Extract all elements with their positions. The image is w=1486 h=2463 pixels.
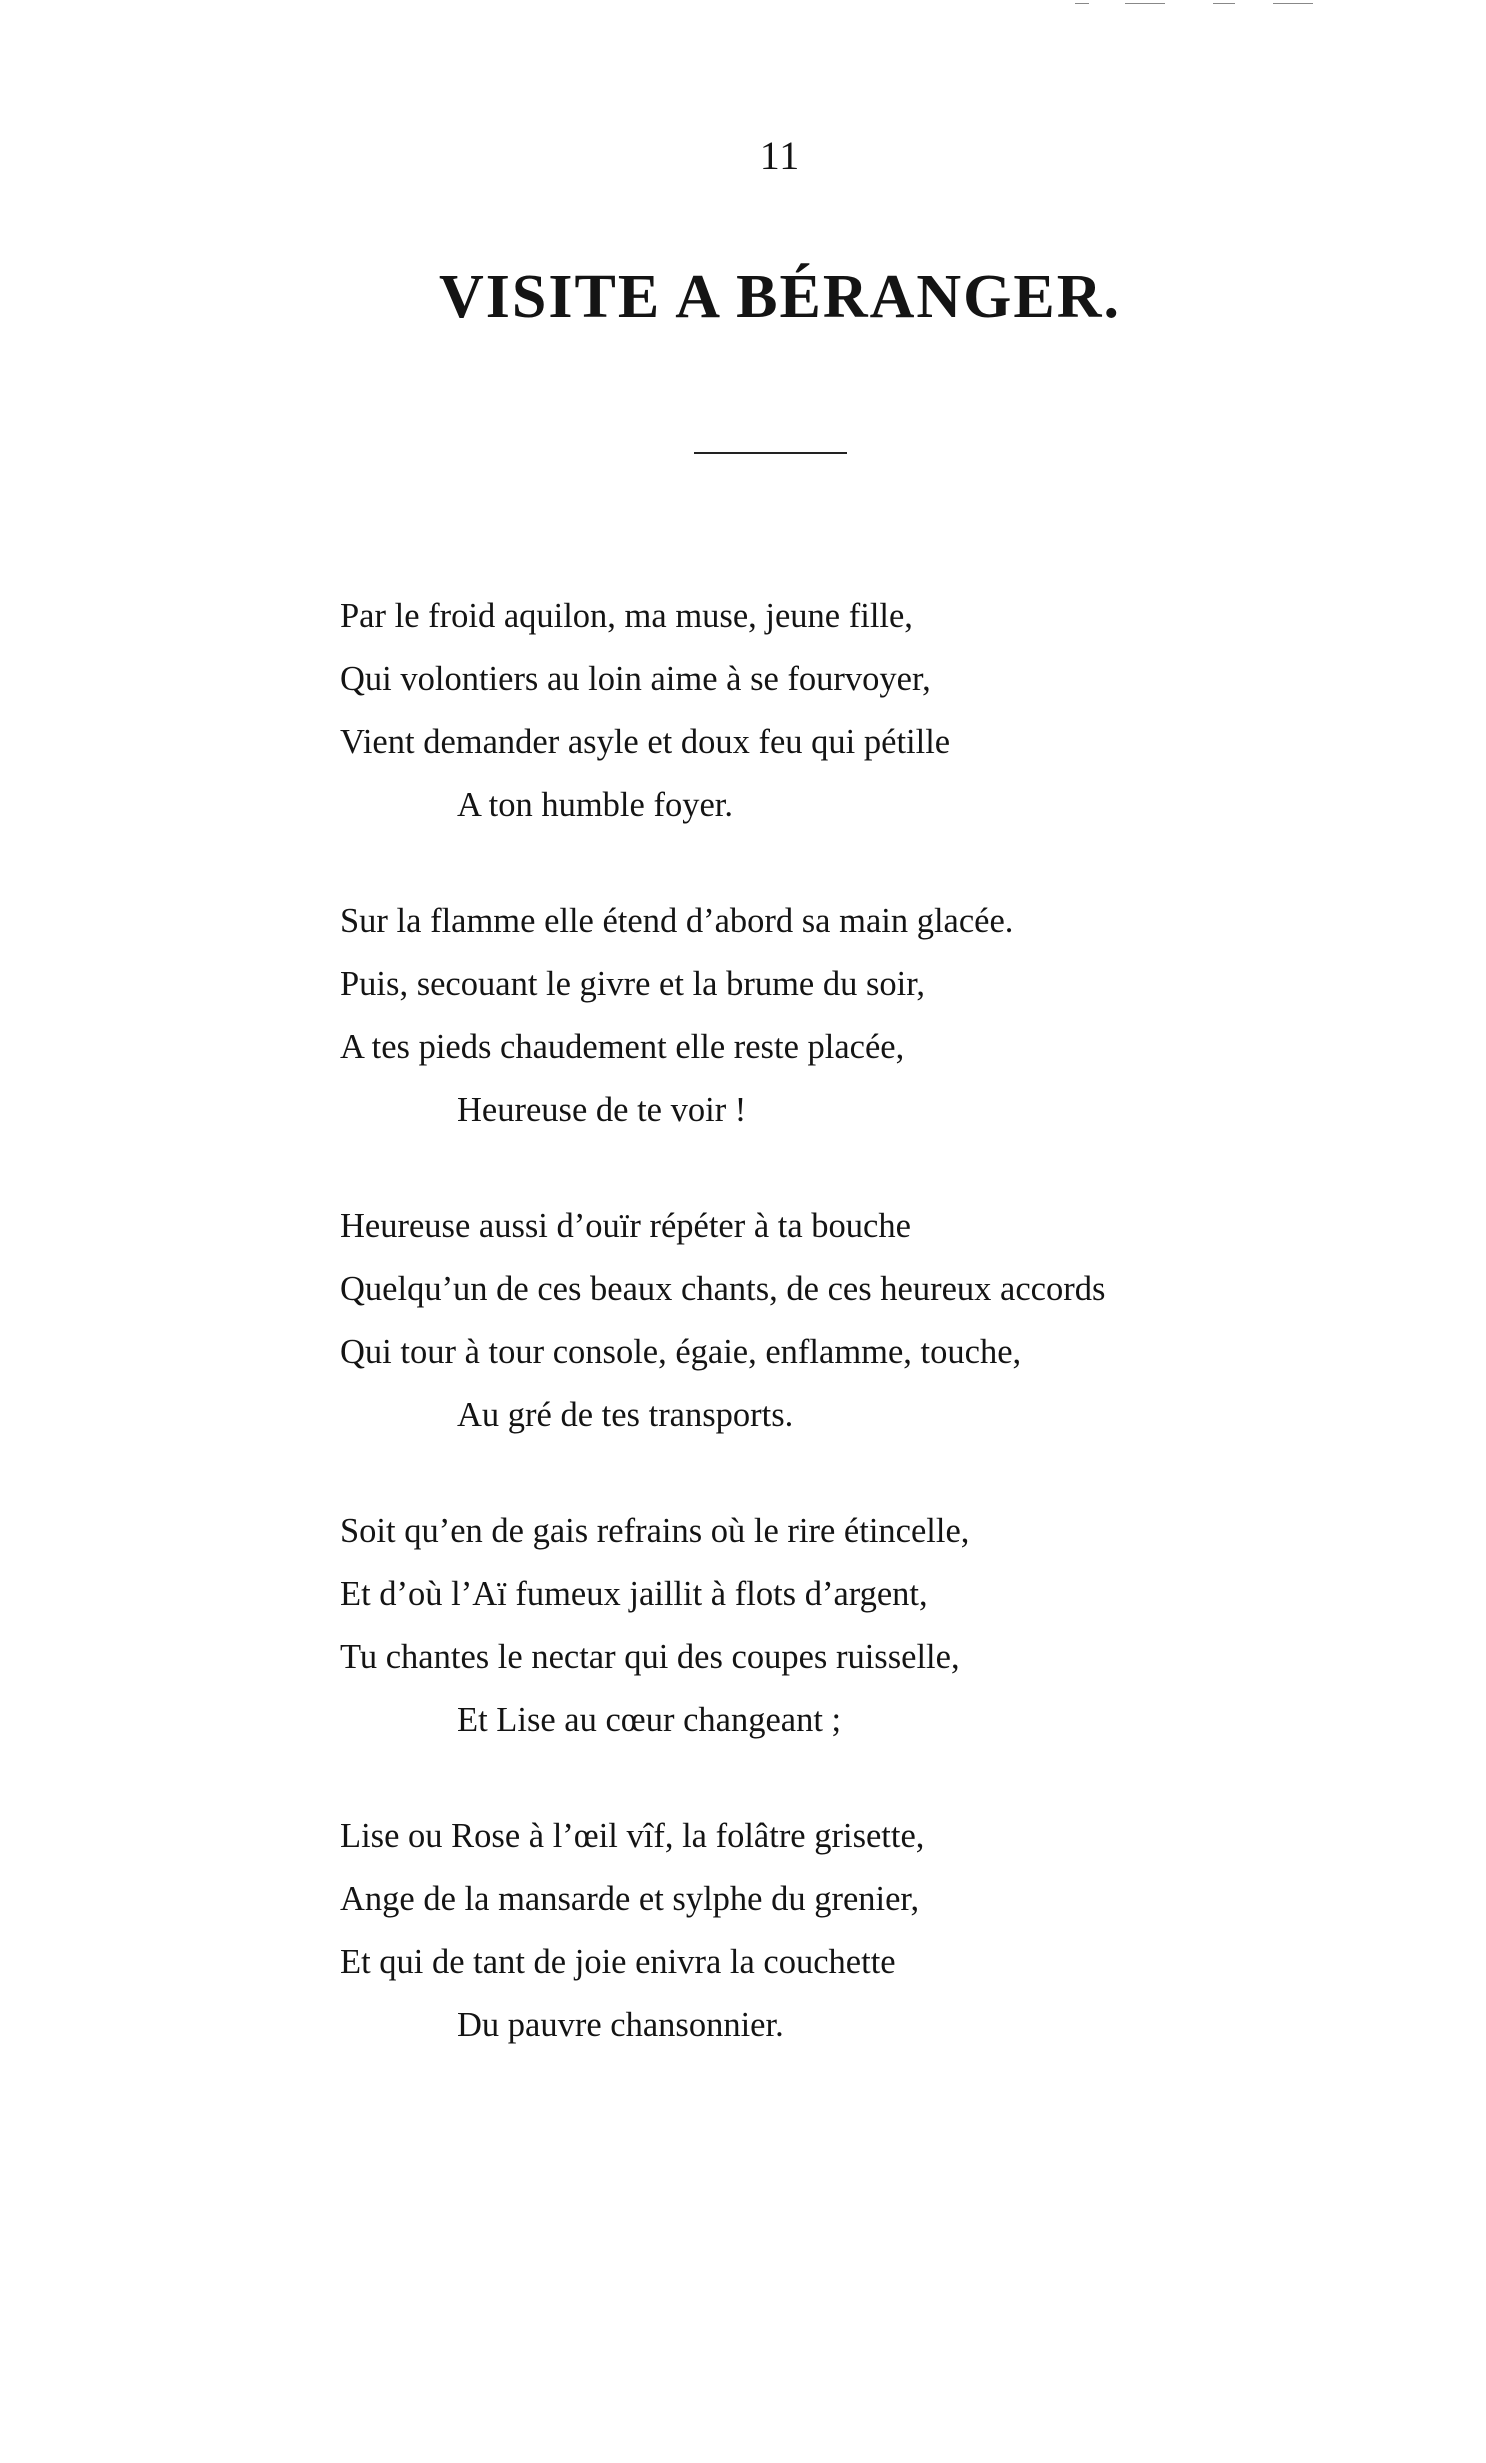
stanza <box>340 1805 1440 2057</box>
verse-line: Puis, secouant le givre et la brume du soir, <box>340 965 925 1003</box>
verse-line-indented: Heureuse de te voir ! <box>457 1091 747 1129</box>
stanza <box>340 890 1440 1142</box>
verse-line: Et qui de tant de joie enivra la couchette <box>340 1943 896 1981</box>
verse-line-indented: Du pauvre chansonnier. <box>457 2006 784 2044</box>
scan-edge-marks <box>1075 0 1315 6</box>
stanza <box>340 1500 1440 1752</box>
verse-line: Ange de la mansarde et sylphe du grenier, <box>340 1880 920 1918</box>
page-number: 11 <box>759 133 801 178</box>
verse-line: Par le froid aquilon, ma muse, jeune fille, <box>340 597 913 635</box>
verse-line: Lise ou Rose à l’œil vîf, la folâtre grisette, <box>340 1817 925 1855</box>
verse-line: Vient demander asyle et doux feu qui pétille <box>340 723 951 761</box>
stanza <box>340 1195 1440 1447</box>
verse-line-indented: Et Lise au cœur changeant ; <box>457 1701 842 1739</box>
verse-line: A tes pieds chaudement elle reste placée, <box>340 1028 905 1066</box>
stanza <box>340 585 1440 837</box>
verse-line-indented: Au gré de tes transports. <box>457 1396 794 1434</box>
verse-line: Et d’où l’Aï fumeux jaillit à flots d’argent, <box>340 1575 928 1613</box>
verse-line: Qui tour à tour console, égaie, enflamme, touche, <box>340 1333 1022 1371</box>
verse-line: Quelqu’un de ces beaux chants, de ces heureux accords <box>340 1270 1106 1308</box>
verse-line: Tu chantes le nectar qui des coupes ruisselle, <box>340 1638 960 1676</box>
verse-line: Heureuse aussi d’ouïr répéter à ta bouche <box>340 1207 911 1245</box>
page-title: VISITE A BÉRANGER. <box>438 263 1122 331</box>
verse-line: Sur la flamme elle étend d’abord sa main glacée. <box>340 902 1014 940</box>
verse-line-indented: A ton humble foyer. <box>457 786 733 824</box>
title-divider <box>694 452 847 454</box>
poem-body <box>340 585 1440 2110</box>
verse-line: Soit qu’en de gais refrains où le rire étincelle, <box>340 1512 970 1550</box>
verse-line: Qui volontiers au loin aime à se fourvoyer, <box>340 660 931 698</box>
